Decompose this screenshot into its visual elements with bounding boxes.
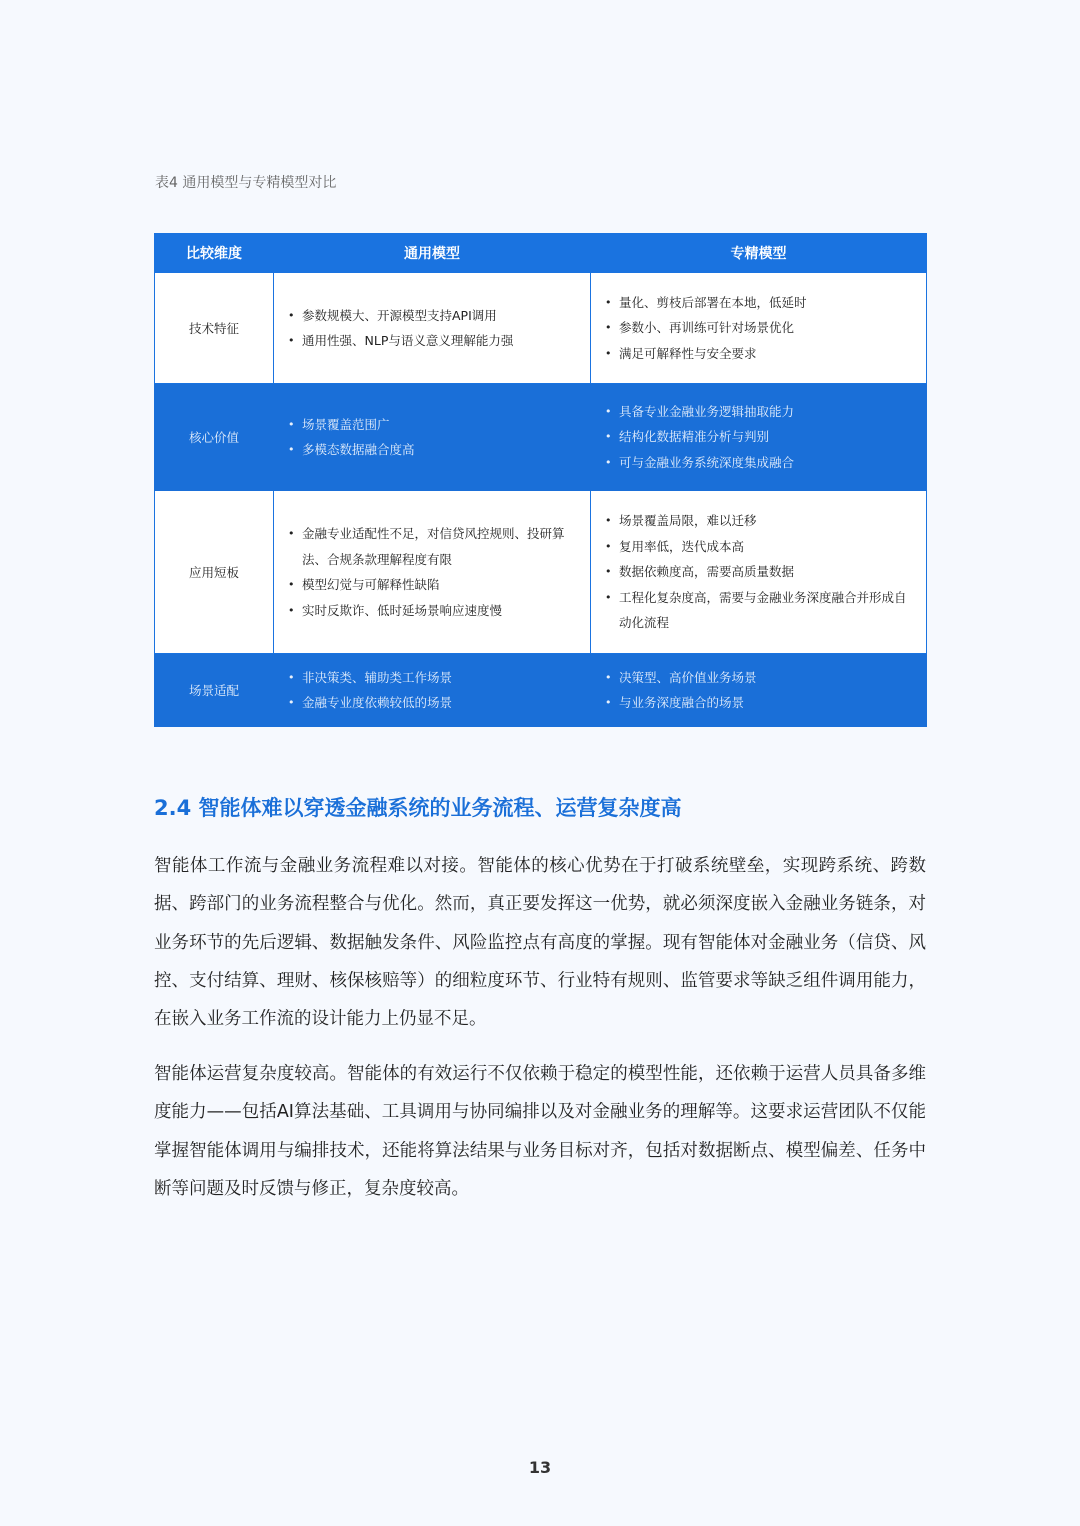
- row-dimension: 场景适配: [155, 654, 274, 727]
- page-number: 13: [528, 1458, 552, 1477]
- list-item: • 场景覆盖局限，难以迁移: [605, 508, 912, 534]
- list-item: • 工程化复杂度高，需要与金融业务深度融合并形成自动化流程: [605, 585, 912, 636]
- list-item: • 金融专业度依赖较低的场景: [288, 690, 576, 716]
- list-item: • 复用率低，迭代成本高: [605, 534, 912, 560]
- list-item: • 数据依赖度高，需要高质量数据: [605, 559, 912, 585]
- list-item: • 可与金融业务系统深度集成融合: [605, 450, 912, 476]
- list-item: • 模型幻觉与可解释性缺陷: [288, 572, 576, 598]
- specialized-cell: [591, 273, 927, 384]
- section-title: 2.4 智能体难以穿透金融系统的业务流程、运营复杂度高: [154, 796, 682, 820]
- header-specialized-model: 专精模型: [591, 234, 927, 273]
- table-row: [155, 491, 927, 654]
- general-cell: [274, 491, 591, 654]
- row-dimension: 技术特征: [155, 273, 274, 384]
- body-paragraph: 智能体工作流与金融业务流程难以对接。智能体的核心优势在于打破系统壁垒，实现跨系统、跨数据、跨部门的业务流程整合与优化。然而，真正要发挥这一优势，就必须深度嵌入金融业务链条，对业务环节的先后逻辑、数据触发条件、风险监控点有高度的掌握。现有智能体对金融业务（信贷、风控、支付结算、理财、核保核赔等）的细粒度环节、行业特有规则、监管要求等缺乏组件调用能力，在嵌入业务工作流的设计能力上仍显不足。: [154, 856, 926, 1030]
- list-item: • 多模态数据融合度高: [288, 437, 576, 463]
- general-cell: [274, 384, 591, 491]
- header-general-model: 通用模型: [274, 234, 591, 273]
- list-item: • 结构化数据精准分析与判别: [605, 424, 912, 450]
- row-dimension: 应用短板: [155, 491, 274, 654]
- specialized-cell: [591, 384, 927, 491]
- header-dimension: 比较维度: [155, 234, 274, 273]
- specialized-cell: [591, 654, 927, 727]
- list-item: • 通用性强、NLP与语义意义理解能力强: [288, 328, 576, 354]
- list-item: • 与业务深度融合的场景: [605, 690, 912, 716]
- general-cell: [274, 654, 591, 727]
- list-item: • 实时反欺诈、低时延场景响应速度慢: [288, 598, 576, 624]
- list-item: • 非决策类、辅助类工作场景: [288, 665, 576, 691]
- list-item: • 量化、剪枝后部署在本地，低延时: [605, 290, 912, 316]
- list-item: • 参数小、再训练可针对场景优化: [605, 315, 912, 341]
- specialized-cell: [591, 491, 927, 654]
- general-cell: [274, 273, 591, 384]
- table-header-row: [155, 234, 927, 273]
- list-item: • 决策型、高价值业务场景: [605, 665, 912, 691]
- list-item: • 场景覆盖范围广: [288, 412, 576, 438]
- list-item: • 具备专业金融业务逻辑抽取能力: [605, 399, 912, 425]
- row-dimension: 核心价值: [155, 384, 274, 491]
- table-row: [155, 384, 927, 491]
- body-paragraph: 智能体运营复杂度较高。智能体的有效运行不仅依赖于稳定的模型性能，还依赖于运营人员具备多维度能力——包括AI算法基础、工具调用与协同编排以及对金融业务的理解等。这要求运营团队不仅能掌握智能体调用与编排技术，还能将算法结果与业务目标对齐，包括对数据断点、模型偏差、任务中断等问题及时反馈与修正，复杂度较高。: [154, 1064, 926, 1199]
- comparison-table: [154, 233, 927, 727]
- list-item: • 参数规模大、开源模型支持API调用: [288, 303, 576, 329]
- table-row: [155, 273, 927, 384]
- table-caption: 表4 通用模型与专精模型对比: [155, 175, 337, 191]
- list-item: • 金融专业适配性不足，对信贷风控规则、投研算法、合规条款理解程度有限: [288, 521, 576, 572]
- table-row: [155, 654, 927, 727]
- list-item: • 满足可解释性与安全要求: [605, 341, 912, 367]
